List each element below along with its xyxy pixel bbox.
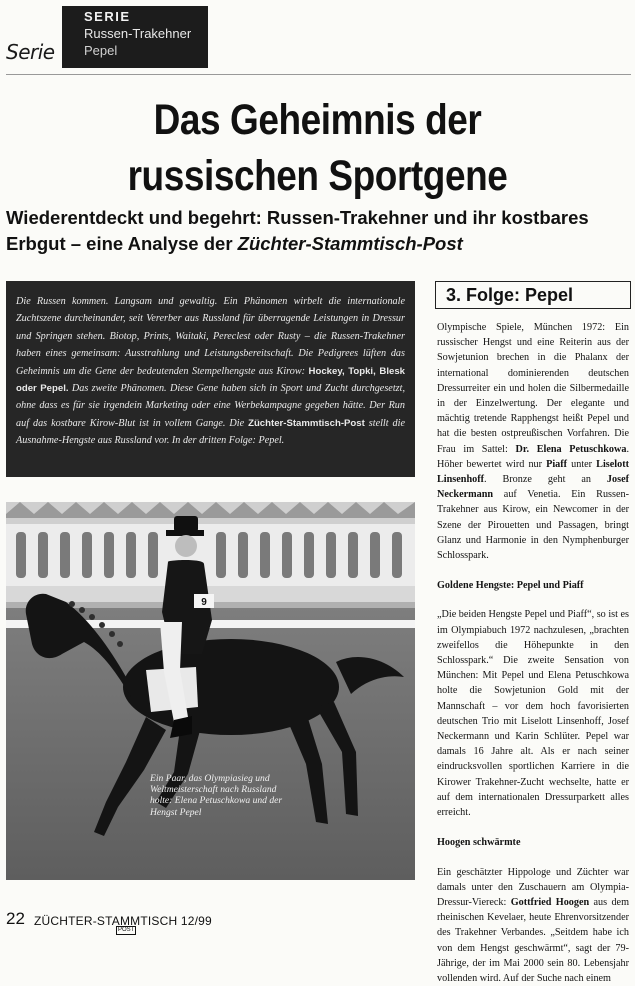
header-divider (6, 74, 631, 75)
name-neckermann: Josef Neckermann (437, 474, 629, 500)
section-label: Serie (6, 40, 55, 64)
intro-box (6, 281, 415, 477)
subheading-goldene-hengste: Goldene Hengste: Pepel und Piaff (437, 578, 629, 593)
text-run: . Höher bewertet wird nur (437, 444, 629, 470)
horse-rider-illustration (6, 502, 415, 880)
paragraph-2: „Die beiden Hengste Pepel und Piaff“, so ist es im Olympiabuch 1972 nachzulesen, „brachten zweifellos die Höhepunkte in den Schlosspark.“ Die zweite Sensation von München: Mit Pepel und Elena Petuschkowa holte die Sowjetunion Gold mit der Mannschaft – vor dem hoch favorisierten deutschen Trio mit Liselott Linsenhoff, Josef Neckermann und Karin Schlüter. Pepel war damals 16 Jahre alt. Als er nach seiner eindrucksvollen sportlichen Karriere in die Kirower Trakehner-Zucht wechselte, hatte er auf dem internationalen Dressurparkett alles erreicht. (437, 607, 629, 820)
headline-line-2: russischen Sportgene (44, 148, 590, 204)
intro-stallions: Hockey, Topki, Blesk oder Pepel. (16, 366, 405, 394)
text-run: Olympische Spiele, München 1972: Ein russischer Hengst und eine Reiterin aus der Sowjetunion brechen in die Phalanx der international dominierenden deutschen Dressurreiter ein und holen die Silbermedaille in der Einzelwertung. Der elegante und mächtig tretende Rapphengst heißt Pepel und hat die besten ostpreußischen Vorfahren. Die Frau im Sattel: (437, 322, 629, 455)
subheadline-publication: Züchter-Stammtisch-Post (238, 233, 463, 254)
series-line-2: Pepel (84, 43, 208, 59)
page-title (44, 92, 590, 204)
intro-text-2: Das zweite Phänomen. Diese Gene haben sich in Sport und Zucht durchgesetzt, ohne dass es für sie irgendein Marketing oder eine Werbekampagne gegeben hätte. Der Run auf das kostbare Kirow-Blut ist in vollem Gange. Die (16, 383, 405, 429)
name-linsenhoff: Liselott Linsenhoff (437, 459, 629, 485)
intro-text-3: stellt die Ausnahme-Hengste aus Russland vor. In der dritten Folge: Pepel. (16, 418, 405, 446)
post-badge: POST (116, 926, 136, 935)
name-petuschkowa: Dr. Elena Petuschkowa (516, 444, 627, 455)
series-kicker: SERIE (84, 9, 208, 25)
photo-caption: Ein Paar, das Olympiasieg und Weltmeisterschaft nach Russland holte: Elena Petuschkowa und der Hengst Pepel (150, 773, 300, 818)
intro-publication: Züchter-Stammtisch-Post (248, 418, 365, 429)
series-line-1: Russen-Trakehner (84, 25, 208, 43)
paragraph-1 (437, 320, 629, 563)
text-run: aus dem rheinischen Kevelaer, heute Ehrenvorsitzender des Trakehner Verbandes. „Seitdem habe ich von dem Hengst geschwärmt“, sagt der 79-Jährige, der im Mai 2000 sein 80. Lebensjahr vollenden wird. Auf der Suche nach einem (437, 897, 629, 984)
text-run: auf Venetia. Ein Russen-Trakehner aus Kirow, ein Newcomer in der Szene der Pirouetten und Passagen, bringt Glanz und Harmonie in den Nymphenburger Schlosspark. (437, 489, 629, 561)
bib-number: 9 (201, 597, 207, 608)
series-box (62, 6, 208, 68)
magazine-issue: ZÜCHTER-STAMMTISCH 12/99 (34, 914, 212, 928)
dressage-photo (6, 502, 415, 880)
headline-line-1: Das Geheimnis der (44, 92, 590, 148)
subheadline (6, 205, 626, 257)
name-piaff: Piaff (546, 459, 567, 470)
subheading-hoogen: Hoogen schwärmte (437, 835, 629, 850)
text-run: unter (567, 459, 596, 470)
intro-text-1: Die Russen kommen. Langsam und gewaltig. Ein Phänomen wirbelt die internationale Zuchtszene durcheinander, seit Vererber aus Russland für überragende Leistungen in Dressur und Springen stehen. Biotop, Prints, Waitaki, Pereclest oder Rusty – die Russen-Trakehner haben eines gemeinsam: Ausstrahlung und Leistungsbereitschaft. Die Pedigrees lüften das Geheimnis um die Gene der bedeutenden Stempelhengste aus Kirow: (16, 296, 405, 377)
episode-title: 3. Folge: Pepel (435, 281, 631, 309)
text-run: . Bronze geht an (484, 474, 607, 485)
text-run: Ein geschätzter Hippologe und Züchter war damals unter den Zuschauern am Olympia-Dressur-Viereck: (437, 867, 629, 908)
name-hoogen: Gottfried Hoogen (511, 897, 589, 908)
page-number: 22 (6, 909, 25, 929)
article-column (437, 320, 629, 986)
paragraph-3 (437, 865, 629, 986)
subheadline-text: Wiederentdeckt und begehrt: Russen-Trakehner und ihr kostbares Erbgut – eine Analyse der (6, 207, 589, 254)
